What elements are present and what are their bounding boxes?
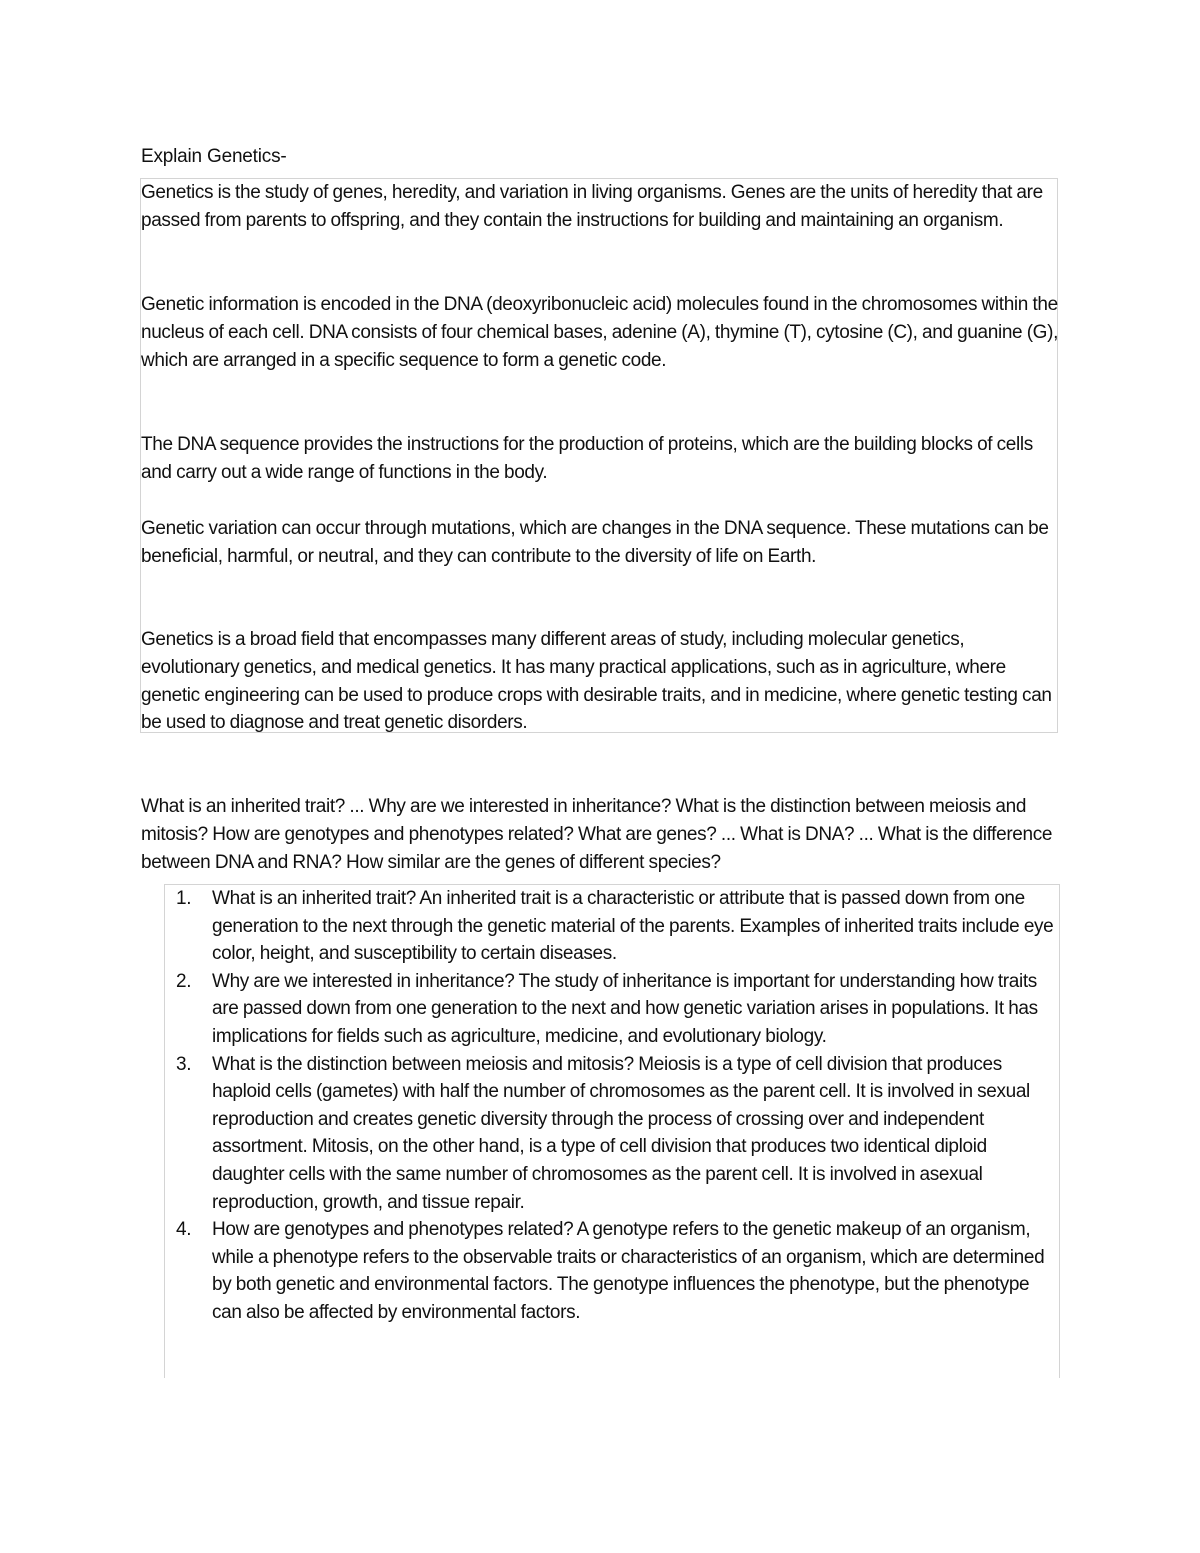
list-item-text: Why are we interested in inheritance? The study of inheritance is important for understanding how traits are passed down from one generation to the next and how genetic variation arises in populations. It has implications for fields such as agriculture, medicine, and evolutionary biology. bbox=[212, 970, 1038, 1047]
intro-paragraph-5: Genetics is a broad field that encompasses many different areas of study, including molecular genetics, evolutionary genetics, and medical genetics. It has many practical applications, such as in agriculture, where genetic engineering can be used to produce crops with desirable traits, and in medicine, where genetic testing can be used to diagnose and treat genetic disorders. bbox=[141, 629, 1052, 734]
list-item-number: 1. bbox=[176, 888, 192, 909]
list-item-number: 3. bbox=[176, 1053, 192, 1075]
list-item bbox=[165, 885, 1060, 968]
intro-paragraph-3: The DNA sequence provides the instructions for the production of proteins, which are the building blocks of cells and carry out a wide range of functions in the body. bbox=[141, 434, 1033, 483]
answers-list bbox=[165, 885, 1060, 1327]
list-item bbox=[165, 968, 1060, 1051]
list-item-number: 2. bbox=[176, 970, 192, 992]
list-item-text: What is an inherited trait? An inherited trait is a characteristic or attribute that is passed down from one generation to the next through the genetic material of the parents. Examples of inherited traits include eye color, height, and susceptibility to certain diseases. bbox=[212, 888, 1054, 965]
intro-paragraph-4: Genetic variation can occur through mutations, which are changes in the DNA sequence. These mutations can be beneficial, harmful, or neutral, and they can contribute to the diversity of life on Earth. bbox=[141, 518, 1049, 567]
list-item-text: How are genotypes and phenotypes related? A genotype refers to the genetic makeup of an organism, while a phenotype refers to the observable traits or characteristics of an organism, which are determined by both genetic and environmental factors. The genotype influences the phenotype, but the phenotype can also be affected by environmental factors. bbox=[212, 1219, 1045, 1323]
questions-paragraph: What is an inherited trait? ... Why are we interested in inheritance? What is the distinction between meiosis and mitosis? How are genotypes and phenotypes related? What are genes? ... What is DNA? ... What is the difference between DNA and RNA? How similar are the genes of different species? bbox=[141, 796, 1053, 873]
list-item bbox=[165, 1051, 1060, 1217]
list-item-number: 4. bbox=[176, 1219, 192, 1241]
intro-paragraph-2: Genetic information is encoded in the DNA (deoxyribonucleic acid) molecules found in the chromosomes within the nucleus of each cell. DNA consists of four chemical bases, adenine (A), thymine (T), cytosine (C), and guanine (G), which are arranged in a specific sequence to form a genetic code. bbox=[141, 294, 1059, 371]
list-item-text: What is the distinction between meiosis and mitosis? Meiosis is a type of cell division that produces haploid cells (gametes) with half the number of chromosomes as the parent cell. It is involved in sexual reproduction and creates genetic diversity through the process of crossing over and independent assortment. Mitosis, on the other hand, is a type of cell division that produces two identical diploid daughter cells with the same number of chromosomes as the parent cell. It is involved in asexual reproduction, growth, and tissue repair. bbox=[212, 1053, 1030, 1213]
intro-paragraph-1: Genetics is the study of genes, heredity, and variation in living organisms. Genes are the units of heredity that are passed from parents to offspring, and they contain the instructions for building and maintaining an organism. bbox=[141, 182, 1043, 231]
page-heading: Explain Genetics- bbox=[141, 146, 287, 167]
list-item bbox=[165, 1216, 1060, 1326]
